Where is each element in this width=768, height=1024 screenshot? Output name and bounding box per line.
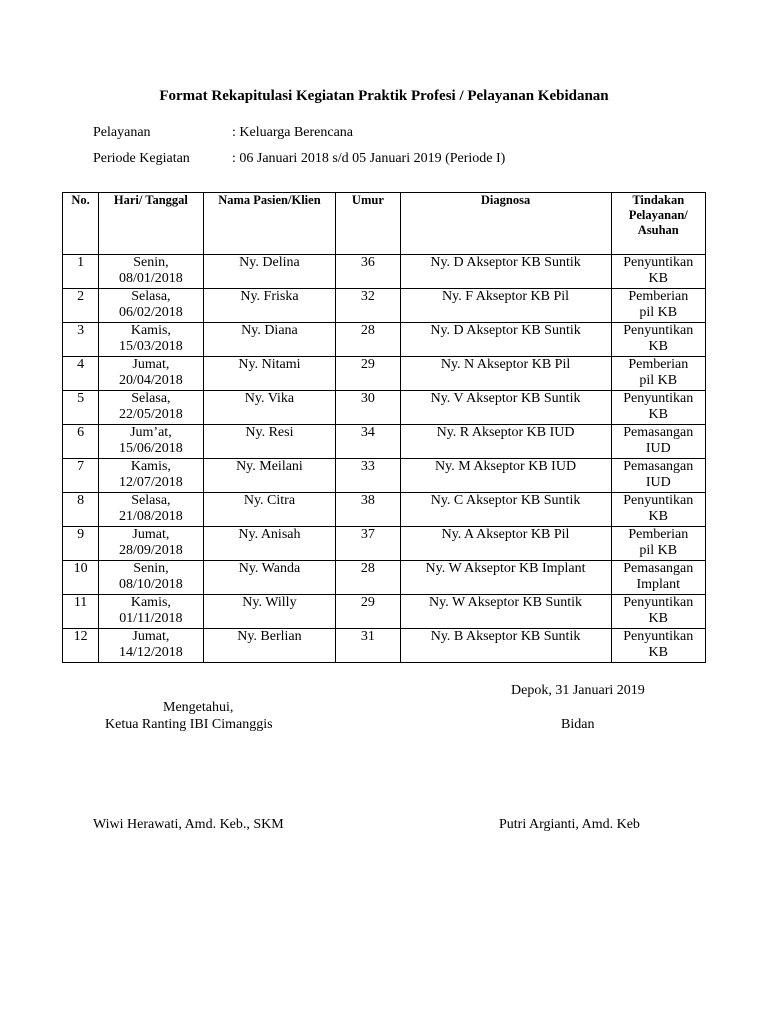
mengetahui-label: Mengetahui, (163, 700, 234, 715)
cell-no-text: 8 (77, 493, 85, 508)
cell-no (63, 527, 99, 561)
cell-diagnosa (400, 493, 611, 527)
cell-nama (203, 289, 336, 323)
cell-umur (336, 323, 400, 357)
cell-diagnosa (400, 595, 611, 629)
cell-hari-tanggal-text: 28/09/2018 (119, 543, 183, 558)
cell-diagnosa (400, 357, 611, 391)
cell-diagnosa-text: Ny. C Akseptor KB Suntik (430, 493, 581, 508)
rekap-table (62, 192, 706, 663)
cell-hari-tanggal (99, 595, 203, 629)
cell-nama (203, 493, 336, 527)
cell-hari-tanggal (99, 289, 203, 323)
cell-diagnosa-text: Ny. R Akseptor KB IUD (436, 425, 575, 440)
cell-umur-text: 32 (360, 289, 375, 304)
cell-hari-tanggal-text: Selasa, (131, 289, 171, 304)
cell-tindakan-text: Penyuntikan (623, 323, 694, 338)
cell-nama (203, 255, 336, 289)
cell-tindakan-text: pil KB (639, 543, 678, 558)
cell-umur (336, 629, 400, 663)
document-title: Format Rekapitulasi Kegiatan Praktik Profesi / Pelayanan Kebidanan (159, 88, 609, 104)
cell-umur (336, 391, 400, 425)
cell-no (63, 629, 99, 663)
cell-nama (203, 561, 336, 595)
left-signatory-name: Wiwi Herawati, Amd. Keb., SKM (93, 817, 284, 832)
cell-tindakan-text: Pemberian (628, 527, 689, 542)
cell-hari-tanggal-text: 20/04/2018 (119, 373, 183, 388)
cell-diagnosa-text: Ny. F Akseptor KB Pil (442, 289, 570, 304)
periode-label: Periode Kegiatan (93, 151, 190, 166)
cell-diagnosa (400, 629, 611, 663)
cell-hari-tanggal-text: Jum’at, (130, 425, 172, 440)
cell-umur-text: 38 (360, 493, 375, 508)
cell-no-text: 3 (77, 323, 85, 338)
cell-tindakan (611, 459, 705, 493)
cell-diagnosa (400, 459, 611, 493)
cell-no-text: 2 (77, 289, 85, 304)
periode-value: : 06 Januari 2018 s/d 05 Januari 2019 (Periode I) (232, 151, 506, 166)
table-row (63, 255, 706, 289)
cell-hari-tanggal-text: 01/11/2018 (119, 611, 183, 626)
place-date: Depok, 31 Januari 2019 (511, 683, 645, 698)
cell-tindakan (611, 357, 705, 391)
cell-tindakan-text: KB (648, 611, 668, 626)
cell-no-text: 5 (77, 391, 85, 406)
cell-nama (203, 357, 336, 391)
cell-umur-text: 34 (360, 425, 375, 440)
cell-diagnosa-text: Ny. V Akseptor KB Suntik (430, 391, 581, 406)
table-row (63, 493, 706, 527)
cell-tindakan-text: KB (648, 509, 668, 524)
cell-hari-tanggal-text: 15/06/2018 (119, 441, 183, 456)
cell-nama (203, 391, 336, 425)
cell-tindakan (611, 527, 705, 561)
cell-tindakan-text: KB (648, 407, 668, 422)
cell-tindakan (611, 289, 705, 323)
cell-diagnosa (400, 561, 611, 595)
cell-tindakan (611, 255, 705, 289)
cell-no (63, 391, 99, 425)
header-diagnosa: Diagnosa (400, 193, 611, 255)
cell-no (63, 425, 99, 459)
header-umur: Umur (336, 193, 400, 255)
cell-hari-tanggal (99, 527, 203, 561)
cell-tindakan-text: Pemberian (628, 289, 689, 304)
cell-diagnosa-text: Ny. D Akseptor KB Suntik (430, 323, 581, 338)
table-header-row (63, 193, 706, 255)
cell-tindakan-text: pil KB (639, 305, 678, 320)
cell-umur-text: 29 (360, 357, 375, 372)
cell-hari-tanggal-text: 08/10/2018 (119, 577, 183, 592)
cell-nama-text: Ny. Resi (245, 425, 294, 440)
cell-no (63, 357, 99, 391)
cell-tindakan (611, 493, 705, 527)
cell-tindakan (611, 629, 705, 663)
cell-nama-text: Ny. Berlian (237, 629, 302, 644)
cell-no (63, 493, 99, 527)
cell-tindakan-text: IUD (645, 441, 671, 456)
cell-no-text: 4 (77, 357, 85, 372)
cell-tindakan-text: Pemasangan (623, 459, 694, 474)
cell-nama-text: Ny. Wanda (238, 561, 301, 576)
cell-umur-text: 31 (360, 629, 375, 644)
cell-umur (336, 289, 400, 323)
cell-hari-tanggal-text: Selasa, (131, 391, 171, 406)
cell-hari-tanggal-text: 14/12/2018 (119, 645, 183, 660)
cell-umur (336, 561, 400, 595)
cell-no-text: 12 (73, 629, 88, 644)
ketua-ranting-label: Ketua Ranting IBI Cimanggis (105, 717, 273, 732)
cell-nama-text: Ny. Anisah (238, 527, 301, 542)
cell-diagnosa-text: Ny. A Akseptor KB Pil (441, 527, 570, 542)
cell-nama-text: Ny. Meilani (236, 459, 303, 474)
cell-umur (336, 595, 400, 629)
table-row (63, 561, 706, 595)
cell-nama-text: Ny. Friska (240, 289, 299, 304)
cell-hari-tanggal-text: Senin, (133, 561, 169, 576)
cell-no-text: 7 (77, 459, 85, 474)
header-hari-tanggal: Hari/ Tanggal (99, 193, 203, 255)
cell-tindakan-text: Penyuntikan (623, 391, 694, 406)
cell-nama-text: Ny. Willy (242, 595, 297, 610)
cell-hari-tanggal-text: Jumat, (132, 357, 170, 372)
cell-umur-text: 36 (360, 255, 375, 270)
cell-umur (336, 357, 400, 391)
cell-tindakan-text: pil KB (639, 373, 678, 388)
cell-tindakan (611, 595, 705, 629)
cell-tindakan (611, 391, 705, 425)
cell-umur (336, 425, 400, 459)
cell-no (63, 561, 99, 595)
cell-tindakan-text: IUD (645, 475, 671, 490)
cell-hari-tanggal (99, 561, 203, 595)
cell-tindakan-text: Pemasangan (623, 561, 694, 576)
cell-diagnosa-text: Ny. W Akseptor KB Suntik (429, 595, 583, 610)
cell-diagnosa-text: Ny. N Akseptor KB Pil (440, 357, 571, 372)
cell-hari-tanggal (99, 357, 203, 391)
cell-tindakan-text: KB (648, 339, 668, 354)
cell-no-text: 6 (77, 425, 85, 440)
cell-tindakan-text: Implant (636, 577, 681, 592)
cell-nama (203, 527, 336, 561)
cell-no (63, 255, 99, 289)
cell-no (63, 595, 99, 629)
cell-hari-tanggal-text: 12/07/2018 (119, 475, 183, 490)
cell-umur (336, 255, 400, 289)
cell-tindakan (611, 323, 705, 357)
cell-tindakan-text: KB (648, 645, 668, 660)
cell-diagnosa (400, 289, 611, 323)
cell-umur-text: 28 (360, 323, 375, 338)
cell-hari-tanggal (99, 459, 203, 493)
pelayanan-label: Pelayanan (93, 125, 151, 140)
table-row (63, 459, 706, 493)
cell-hari-tanggal-text: Kamis, (130, 595, 171, 610)
table-row (63, 391, 706, 425)
cell-nama (203, 629, 336, 663)
cell-tindakan-text: Pemberian (628, 357, 689, 372)
cell-hari-tanggal-text: Jumat, (132, 527, 170, 542)
cell-no-text: 11 (73, 595, 88, 610)
cell-diagnosa (400, 391, 611, 425)
cell-umur-text: 29 (360, 595, 375, 610)
header-nama: Nama Pasien/Klien (203, 193, 336, 255)
cell-hari-tanggal-text: Senin, (133, 255, 169, 270)
cell-hari-tanggal (99, 391, 203, 425)
cell-hari-tanggal-text: Kamis, (130, 323, 171, 338)
cell-hari-tanggal-text: Selasa, (131, 493, 171, 508)
cell-nama (203, 595, 336, 629)
cell-hari-tanggal-text: 08/01/2018 (119, 271, 183, 286)
cell-diagnosa-text: Ny. B Akseptor KB Suntik (430, 629, 581, 644)
cell-no (63, 323, 99, 357)
cell-tindakan-text: KB (648, 271, 668, 286)
cell-nama-text: Ny. Nitami (238, 357, 301, 372)
cell-nama-text: Ny. Citra (243, 493, 296, 508)
cell-hari-tanggal-text: 22/05/2018 (119, 407, 183, 422)
cell-umur-text: 33 (360, 459, 375, 474)
cell-diagnosa (400, 255, 611, 289)
cell-no-text: 9 (77, 527, 85, 542)
cell-umur (336, 493, 400, 527)
cell-diagnosa (400, 527, 611, 561)
bidan-label: Bidan (561, 717, 595, 732)
cell-diagnosa-text: Ny. M Akseptor KB IUD (435, 459, 577, 474)
cell-hari-tanggal-text: 06/02/2018 (119, 305, 183, 320)
cell-hari-tanggal (99, 425, 203, 459)
table-row (63, 595, 706, 629)
cell-diagnosa (400, 425, 611, 459)
cell-hari-tanggal-text: 15/03/2018 (119, 339, 183, 354)
cell-tindakan-text: Penyuntikan (623, 629, 694, 644)
cell-nama-text: Ny. Delina (239, 255, 300, 270)
cell-nama (203, 323, 336, 357)
cell-hari-tanggal-text: Kamis, (130, 459, 171, 474)
cell-nama-text: Ny. Diana (241, 323, 298, 338)
header-no: No. (63, 193, 99, 255)
cell-tindakan-text: Penyuntikan (623, 255, 694, 270)
cell-no-text: 1 (77, 255, 85, 270)
table-row (63, 527, 706, 561)
cell-no (63, 459, 99, 493)
table-row (63, 323, 706, 357)
cell-umur (336, 459, 400, 493)
cell-hari-tanggal (99, 255, 203, 289)
table-row (63, 629, 706, 663)
table-row (63, 357, 706, 391)
cell-umur-text: 30 (360, 391, 375, 406)
cell-nama (203, 425, 336, 459)
header-tindakan: Tindakan Pelayanan/ Asuhan (611, 193, 705, 255)
cell-diagnosa (400, 323, 611, 357)
cell-no-text: 10 (73, 561, 88, 576)
cell-hari-tanggal (99, 629, 203, 663)
cell-diagnosa-text: Ny. D Akseptor KB Suntik (430, 255, 581, 270)
cell-diagnosa-text: Ny. W Akseptor KB Implant (425, 561, 586, 576)
cell-no (63, 289, 99, 323)
right-signatory-name: Putri Argianti, Amd. Keb (499, 817, 640, 832)
cell-nama (203, 459, 336, 493)
cell-tindakan (611, 561, 705, 595)
table-row (63, 425, 706, 459)
pelayanan-value: : Keluarga Berencana (232, 125, 354, 140)
cell-tindakan-text: Penyuntikan (623, 493, 694, 508)
table-row (63, 289, 706, 323)
cell-tindakan-text: Pemasangan (623, 425, 694, 440)
cell-umur (336, 527, 400, 561)
cell-umur-text: 28 (360, 561, 375, 576)
cell-tindakan-text: Penyuntikan (623, 595, 694, 610)
cell-nama-text: Ny. Vika (244, 391, 295, 406)
cell-hari-tanggal-text: Jumat, (132, 629, 170, 644)
cell-umur-text: 37 (360, 527, 375, 542)
cell-hari-tanggal (99, 323, 203, 357)
cell-hari-tanggal-text: 21/08/2018 (119, 509, 183, 524)
cell-tindakan (611, 425, 705, 459)
cell-hari-tanggal (99, 493, 203, 527)
